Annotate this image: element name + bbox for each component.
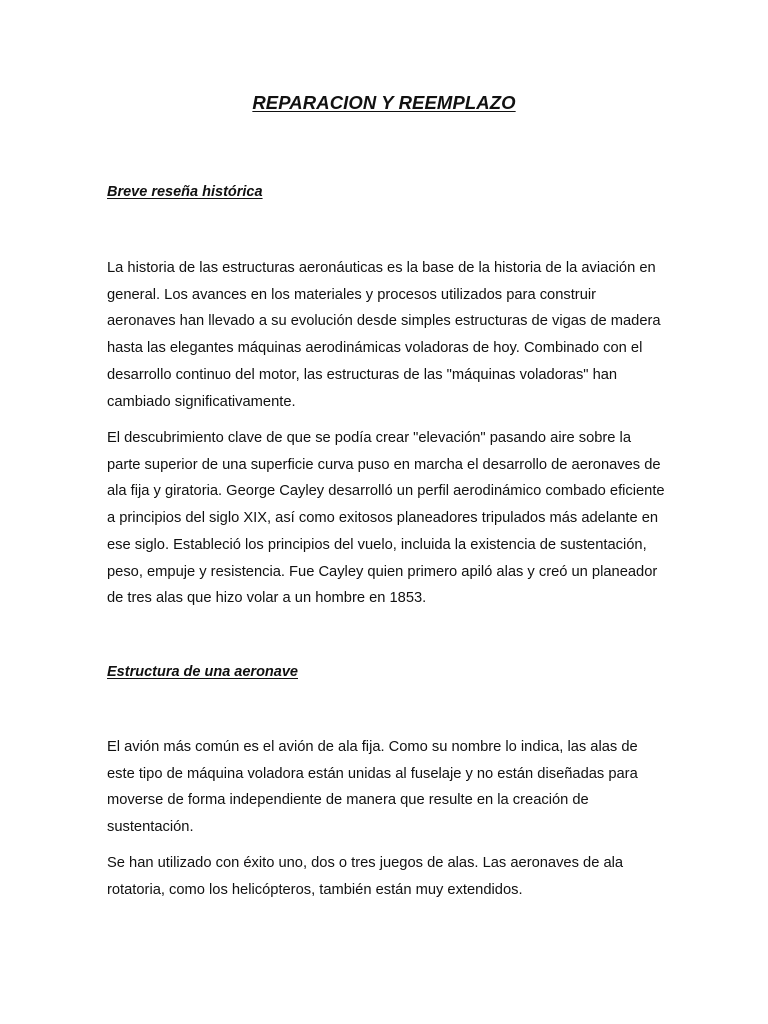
paragraph-history-1: La historia de las estructuras aeronáuticas es la base de la historia de la aviación en general. Los avances en los materiales y procesos utilizados para construir aeronaves han llevado a su evolución desde simples estructuras de vigas de madera hasta las elegantes máquinas aerodinámicas voladoras de hoy. Combinado con el desarrollo continuo del motor, las estructuras de las "máquinas voladoras" han cambiado significativamente. [107, 260, 661, 410]
document-title: REPARACION Y REEMPLAZO [252, 92, 516, 113]
section-heading-structure: Estructura de una aeronave [107, 664, 298, 680]
paragraph-structure-1: El avión más común es el avión de ala fija. Como su nombre lo indica, las alas de este tipo de máquina voladora están unidas al fuselaje y no están diseñadas para moverse de forma independiente de manera que resulte en la creación de sustentación. [107, 739, 638, 836]
paragraph-structure-2: Se han utilizado con éxito uno, dos o tres juegos de alas. Las aeronaves de ala rotatoria, como los helicópteros, también están muy extendidos. [107, 855, 624, 898]
paragraph-history-2: El descubrimiento clave de que se podía crear "elevación" pasando aire sobre la parte superior de una superficie curva puso en marcha el desarrollo de aeronaves de ala fija y giratoria. George Cayley desarrolló un perfil aerodinámico combado eficiente a principios del siglo XIX, así como exitosos planeadores tripulados más adelante en ese siglo. Estableció los principios del vuelo, incluida la existencia de sustentación, peso, empuje y resistencia. Fue Cayley quien primero apiló alas y creó un planeador de tres alas que hizo volar a un hombre en 1853. [107, 430, 665, 607]
section-heading-history: Breve reseña histórica [107, 184, 263, 200]
